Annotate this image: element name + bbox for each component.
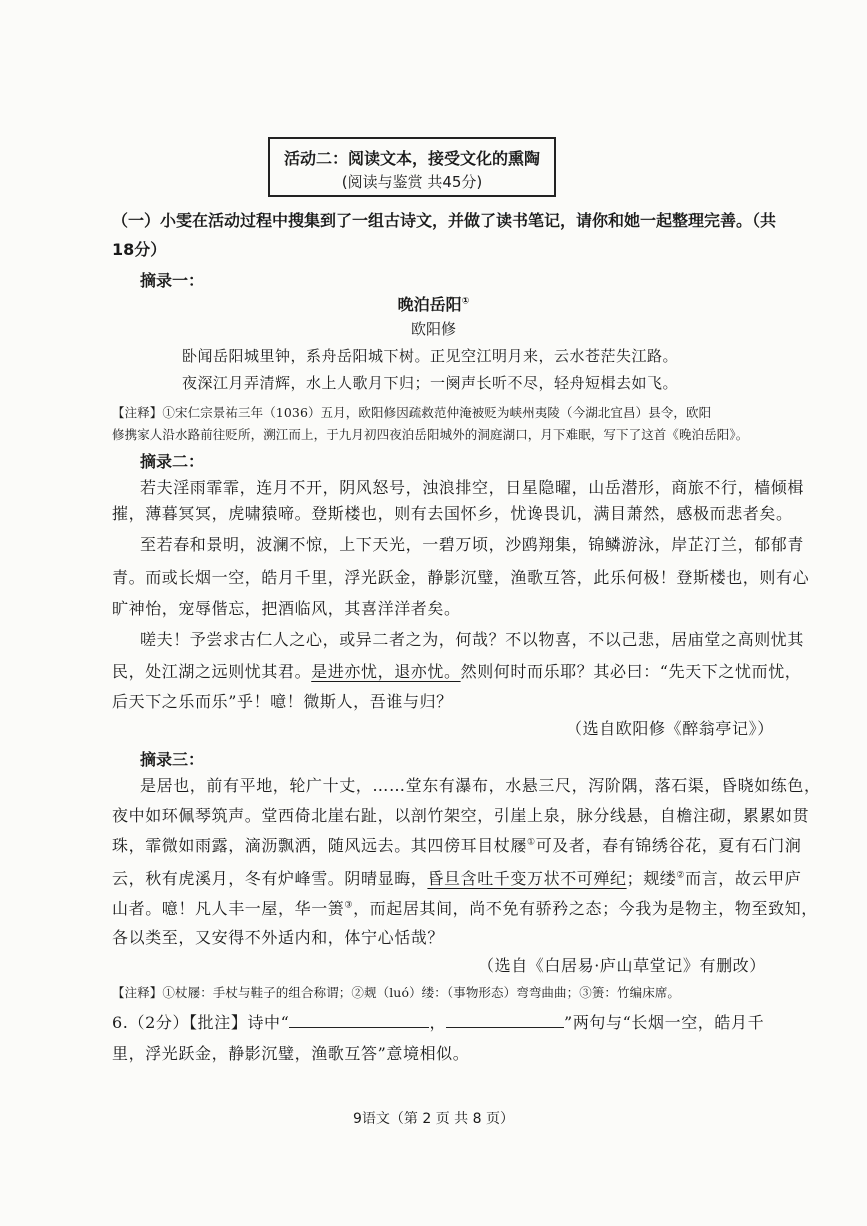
excerpt3-underlined-phrase: 昏旦含吐千变万状不可殚纪 [427,869,627,888]
question6-comma: ， [429,1013,447,1032]
poem-line-2: 夜深江月弄清辉，水上人歌月下归；一阕声长听不尽，轻舟短楫去如飞。 [182,374,679,392]
section-intro-line1: （一）小雯在活动过程中搜集到了一组古诗文，并做了读书笔记，请你和她一起整理完善。（共 [112,211,777,230]
question6-prompt-end: ”两句与“长烟一空，皓月千 [564,1013,765,1032]
poem-author: 欧阳修 [410,320,456,338]
excerpt3-line2: 夜中如环佩琴筑声。堂西倚北崖右趾，以剖竹架空，引崖上泉，脉分线悬，自檐注砌，累累如贯 [112,806,810,825]
excerpt2-p3-line2-start: 民，处江湖之远则忧其君。 [112,662,312,681]
excerpt3-line4-end: 而言，故云甲庐 [685,869,802,888]
footnote-mark-1: ① [527,837,536,848]
excerpt3-line4-mid: ；觌缕 [626,869,677,888]
page-footer: 9语文（第 2 页 共 8 页） [353,1111,514,1127]
excerpt3-line3-end: 可及者，春有锦绣谷花，夏有石门涧 [535,836,802,855]
excerpt3-line3-start: 珠，霏微如雨露，滴沥飘洒，随风远去。其四傍耳目杖屦 [112,836,528,855]
excerpt3-line4 [112,866,801,889]
excerpt3-source: （选自《白居易·庐山草堂记》有删改） [478,956,766,975]
excerpt3-line1: 是居也，前有平地，轮广十丈，……堂东有瀑布，水悬三尺，泻阶隅，落石渠，昏晓如练色， [140,776,821,795]
footnote-mark-3: ③ [344,900,354,911]
excerpt2-label: 摘录二： [140,452,205,471]
excerpt1-note-line2: 修携家人沿水路前往贬所，溯江而上，于九月初四夜泊岳阳城外的洞庭湖口，月下难眠，写下了这首《晚泊岳阳》。 [112,427,749,442]
excerpt2-p3-line2-end: 然则何时而乐耶？其必曰：“先天下之忧而忧， [460,662,802,681]
activity-title-box [268,137,556,197]
poem-line-1: 卧闻岳阳城里钟，系舟岳阳城下树。正见空江明月来，云水苍茫失江路。 [182,347,679,365]
excerpt2-underlined-sentence: 是进亦忧，退亦忧。 [311,662,461,681]
excerpt2-p1-line1: 若夫淫雨霏霏，连月不开，阴风怒号，浊浪排空，日星隐曜，山岳潜形，商旅不行，樯倾楫 [140,478,805,497]
excerpt2-p2-line3: 旷神怡，宠辱偕忘，把酒临风，其喜洋洋者矣。 [112,599,461,618]
excerpt1-note-line1: 【注释】①宋仁宗景祐三年（1036）五月，欧阳修因疏救范仲淹被贬为峡州夷陵（今湖北宜昌）县令，欧阳 [112,405,712,420]
answer-blank-1[interactable] [289,1013,429,1028]
poem-title-text: 晚泊岳阳 [397,295,462,314]
excerpt2-p2-line2: 青。而或长烟一空，皓月千里，浮光跃金，静影沉璧，渔歌互答，此乐何极！登斯楼也，则有心 [112,568,810,587]
excerpt3-line5 [112,896,818,919]
excerpt2-p3-line1: 嗟夫！予尝求古仁人之心，或异二者之为，何哉？不以物喜，不以己悲，居庙堂之高则忧其 [140,630,805,649]
excerpt3-line6: 各以类至，又安得不外适内和，体宁心恬哉？ [112,928,445,947]
excerpt2-p1-line2: 摧，薄暮冥冥，虎啸猿啼。登斯楼也，则有去国怀乡，忧谗畏讥，满目萧然，感极而悲者矣。 [112,504,793,523]
excerpt2-p2-line1: 至若春和景明，波澜不惊，上下天光，一碧万顷，沙鸥翔集，锦鳞游泳，岸芷汀兰，郁郁青 [140,535,805,554]
excerpt2-p3-line3: 后天下之乐而乐”乎！噫！微斯人，吾谁与归？ [112,692,453,711]
footnote-mark-2: ② [676,870,686,881]
poem-title-footnote-mark: ① [461,296,470,307]
question6-line2: 里，浮光跃金，静影沉璧，渔歌互答”意境相似。 [112,1044,470,1063]
question6-prompt-start: 6.（2分）【批注】诗中“ [112,1013,290,1032]
excerpt2-p3-line2 [112,659,801,682]
activity-subtitle: (阅读与鉴赏 共45分) [341,173,483,191]
excerpt2-source: （选自欧阳修《醉翁亭记》） [566,719,774,738]
section-intro-line2: 18分） [112,240,167,259]
activity-title: 活动二：阅读文本，接受文化的熏陶 [283,149,540,168]
excerpt3-note: 【注释】①杖屦：手杖与鞋子的组合称谓；②觌（luó）缕：（事物形态）弯弯曲曲；③箦：竹编床席。 [112,985,681,1000]
excerpt3-line5-start: 山者。噫！凡人丰一屋，华一箦 [112,899,345,918]
excerpt3-line4-start: 云，秋有虎溪月，冬有炉峰雪。阴晴显晦， [112,869,428,888]
excerpt1-label: 摘录一： [140,271,205,290]
excerpt3-line5-end: ，而起居其间，尚不免有骄矜之态；今我为是物主，物至致知， [353,899,818,918]
question6-line1 [112,1010,764,1033]
answer-blank-2[interactable] [446,1013,564,1028]
excerpt3-label: 摘录三： [140,750,205,769]
excerpt3-line3 [112,833,801,856]
poem-title [0,292,867,315]
